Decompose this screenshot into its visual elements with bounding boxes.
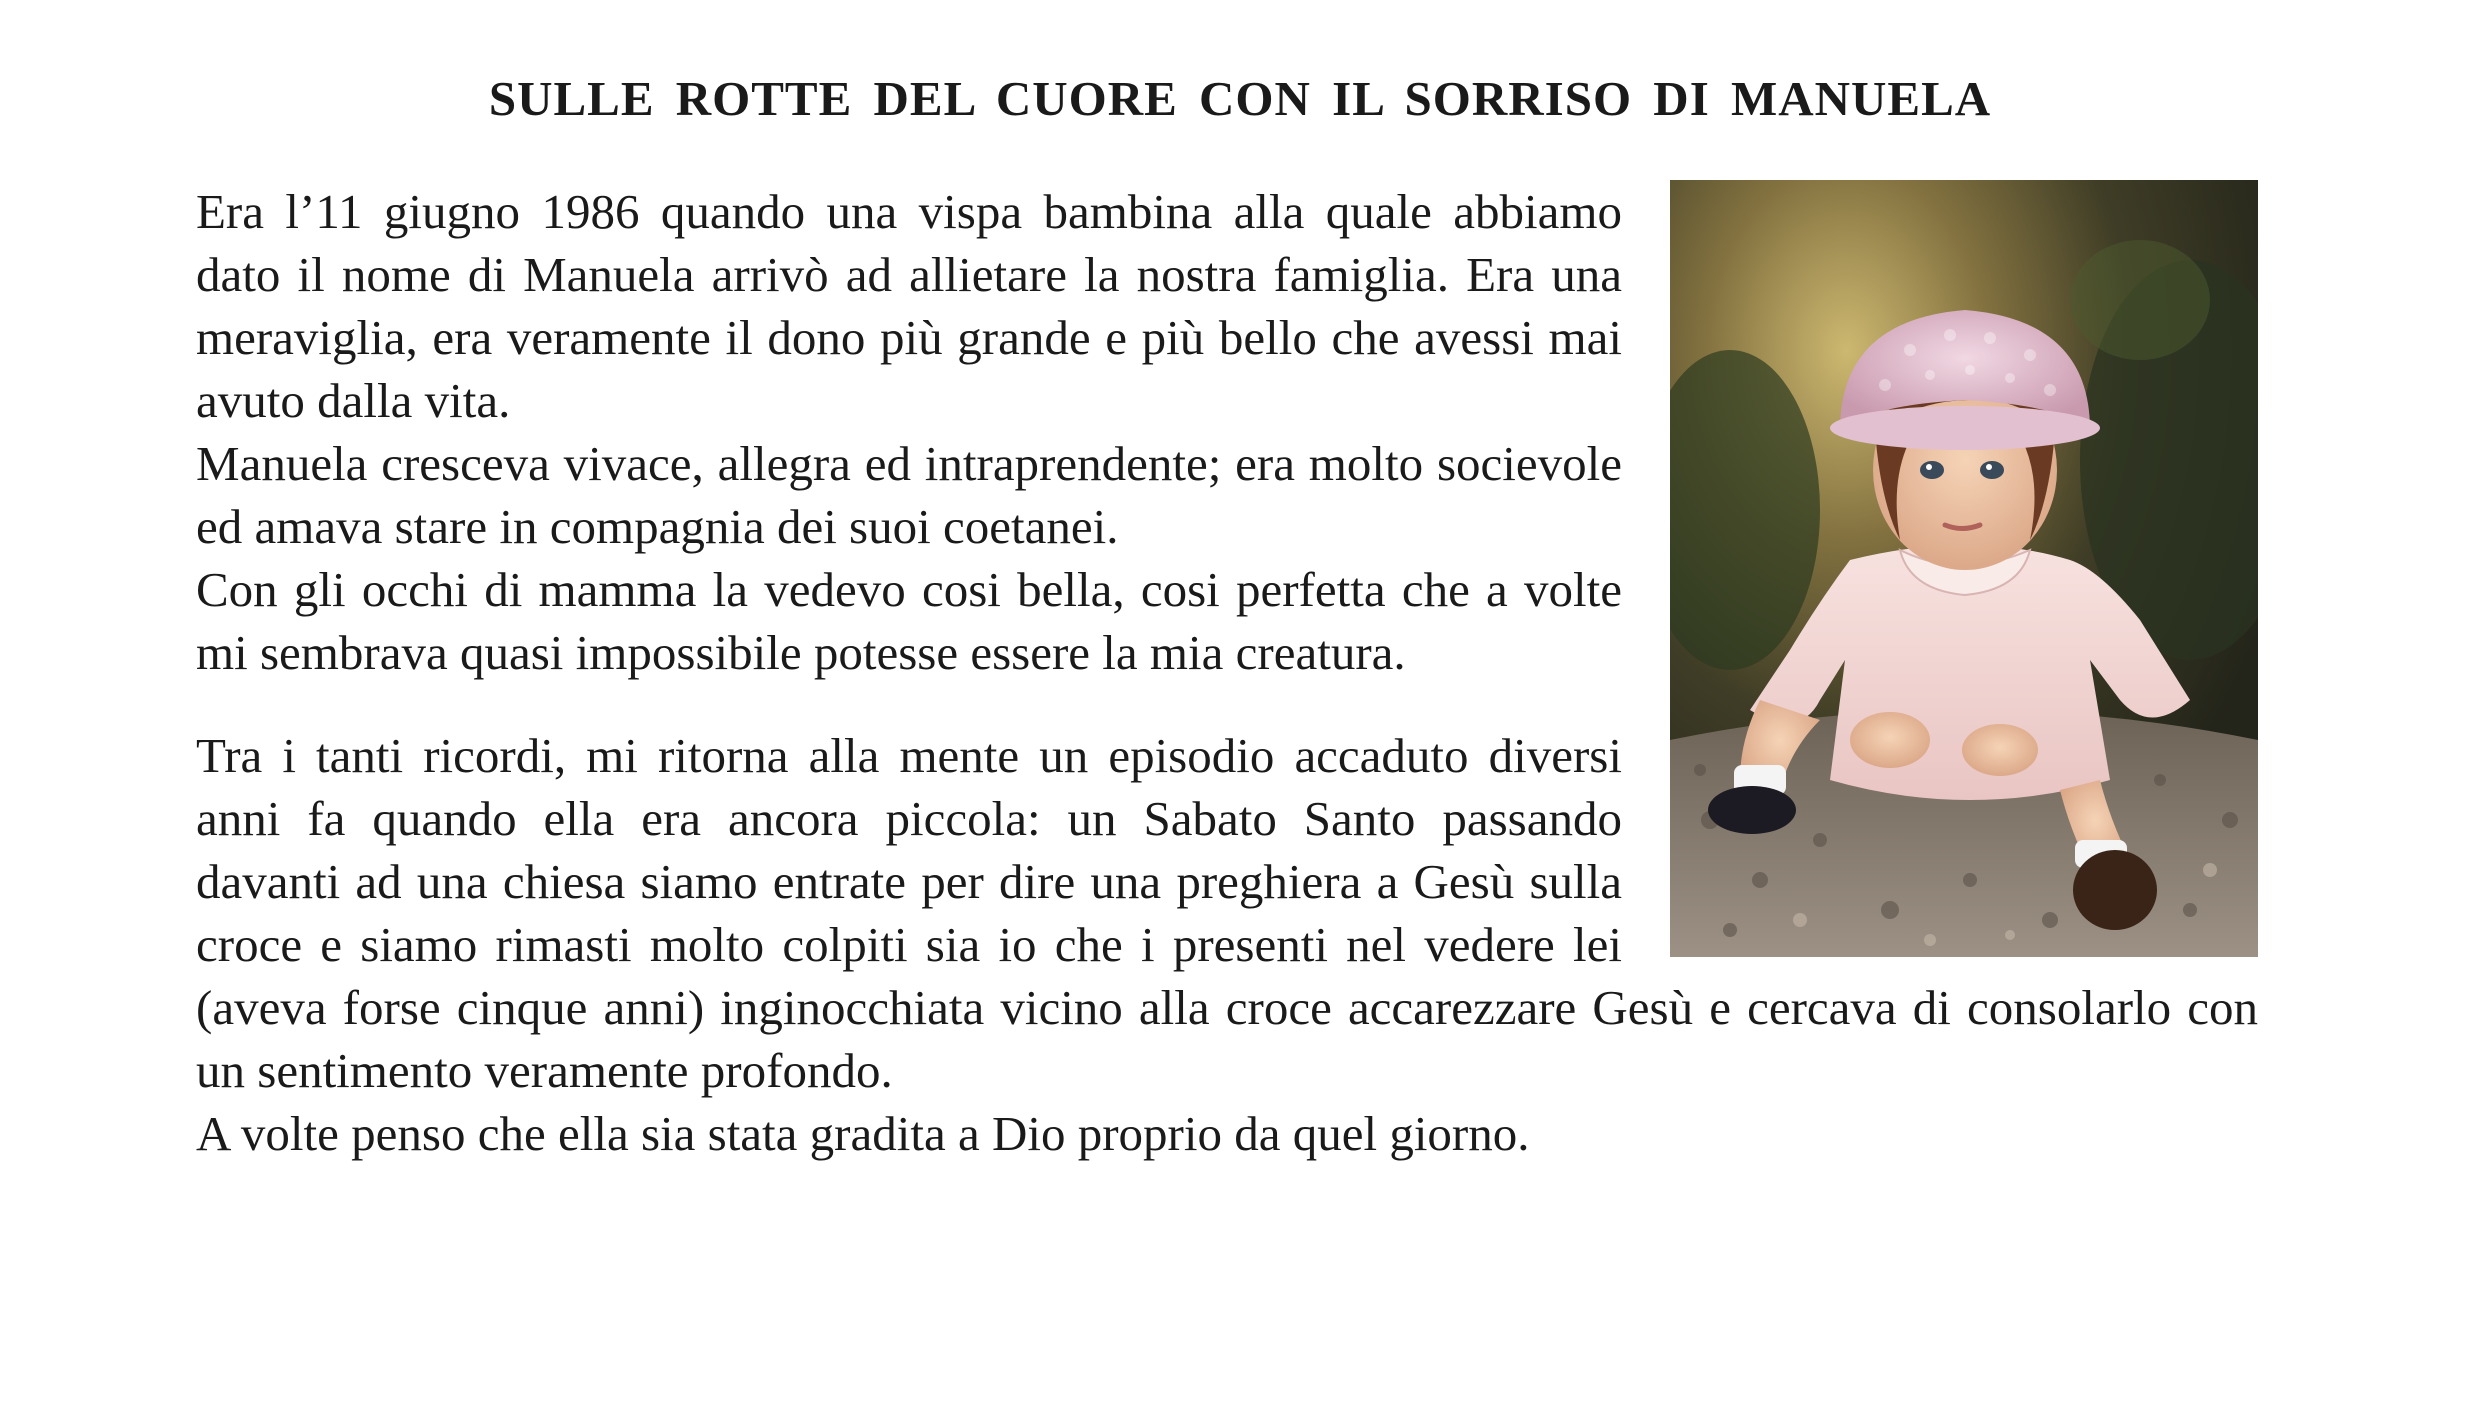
paragraph-3: Con gli occhi di mamma la vedevo cosi bella, cosi perfetta che a volte mi sembrava quasi impossibile potesse essere la mia creatura.	[196, 562, 1622, 680]
paragraph-4: Tra i tanti ricordi, mi ritorna alla mente un episodio accaduto diversi anni fa quando ella era ancora piccola: un Sabato Santo passando davanti ad una chiesa siamo entrate per dire una preghiera a Gesù sulla croce e siamo rimasti molto colpiti sia io che i presenti nel vedere lei (aveva forse cinque anni) inginocchiata vicino alla croce accarezzare Gesù e cercava di consolarlo con un sentimento veramente profondo.	[196, 728, 2258, 1098]
article-body	[196, 180, 2258, 1165]
child-photo-illustration	[1670, 180, 2258, 957]
paragraph-5: A volte penso che ella sia stata gradita a Dio proprio da quel giorno.	[196, 1106, 1530, 1161]
paragraph-2: Manuela cresceva vivace, allegra ed intraprendente; era molto socievole ed amava stare in compagnia dei suoi coetanei.	[196, 436, 1622, 554]
child-photo	[1670, 180, 2258, 957]
paragraph-1: Era l’11 giugno 1986 quando una vispa bambina alla quale abbiamo dato il nome di Manuela arrivò ad allietare la nostra famiglia. Era una meraviglia, era veramente il dono più grande e più bello che avessi mai avuto dalla vita.	[196, 184, 1622, 428]
document-title: SULLE ROTTE DEL CUORE CON IL SORRISO DI MANUELA	[488, 71, 1992, 126]
